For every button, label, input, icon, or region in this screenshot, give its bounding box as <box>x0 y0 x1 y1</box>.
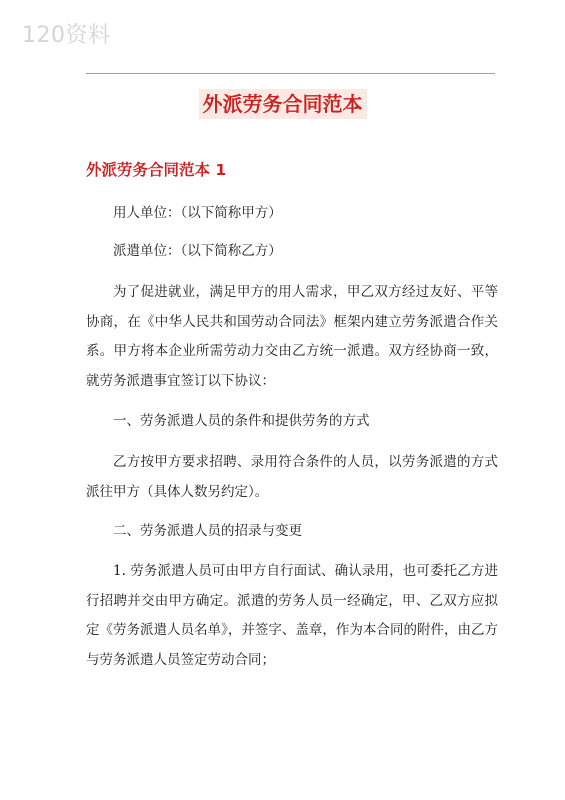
document-title-wrapper <box>0 89 565 119</box>
paragraph-clause-1-heading: 一、劳务派遣人员的条件和提供劳务的方式 <box>113 413 370 429</box>
paragraph-clause-2-item-1: 1. 劳务派遣人员可由甲方自行面试、确认录用，也可委托乙方进行招聘并交由甲方确定。派遣的劳务人员一经确定，甲、乙双方应拟定《劳务派遣人员名单》，并签字、盖章，作为本合同的附件，由乙方与劳务派遣人员签定劳动合同； <box>86 563 498 668</box>
paragraph-clause-1-body: 乙方按甲方要求招聘、录用符合条件的人员，以劳务派遣的方式派往甲方（具体人数另约定）。 <box>86 454 498 500</box>
paragraph-dispatcher: 派遣单位：（以下简称乙方） <box>113 243 282 259</box>
header-rule <box>86 73 495 74</box>
paragraph-clause-2-heading: 二、劳务派遣人员的招录与变更 <box>113 523 302 539</box>
section-heading: 外派劳务合同范本 1 <box>86 161 227 179</box>
watermark-logo: 120资料 <box>22 23 111 48</box>
document-title: 外派劳务合同范本 <box>199 89 367 119</box>
paragraph-preamble: 为了促进就业，满足甲方的用人需求，甲乙双方经过友好、平等协商，在《中华人民共和国劳动合同法》框架内建立劳务派遣合作关系。甲方将本企业所需劳动力交由乙方统一派遣。双方经协商一致，就劳务派遣事宜签订以下协议： <box>86 284 498 389</box>
paragraph-employer: 用人单位：（以下简称甲方） <box>113 205 282 221</box>
